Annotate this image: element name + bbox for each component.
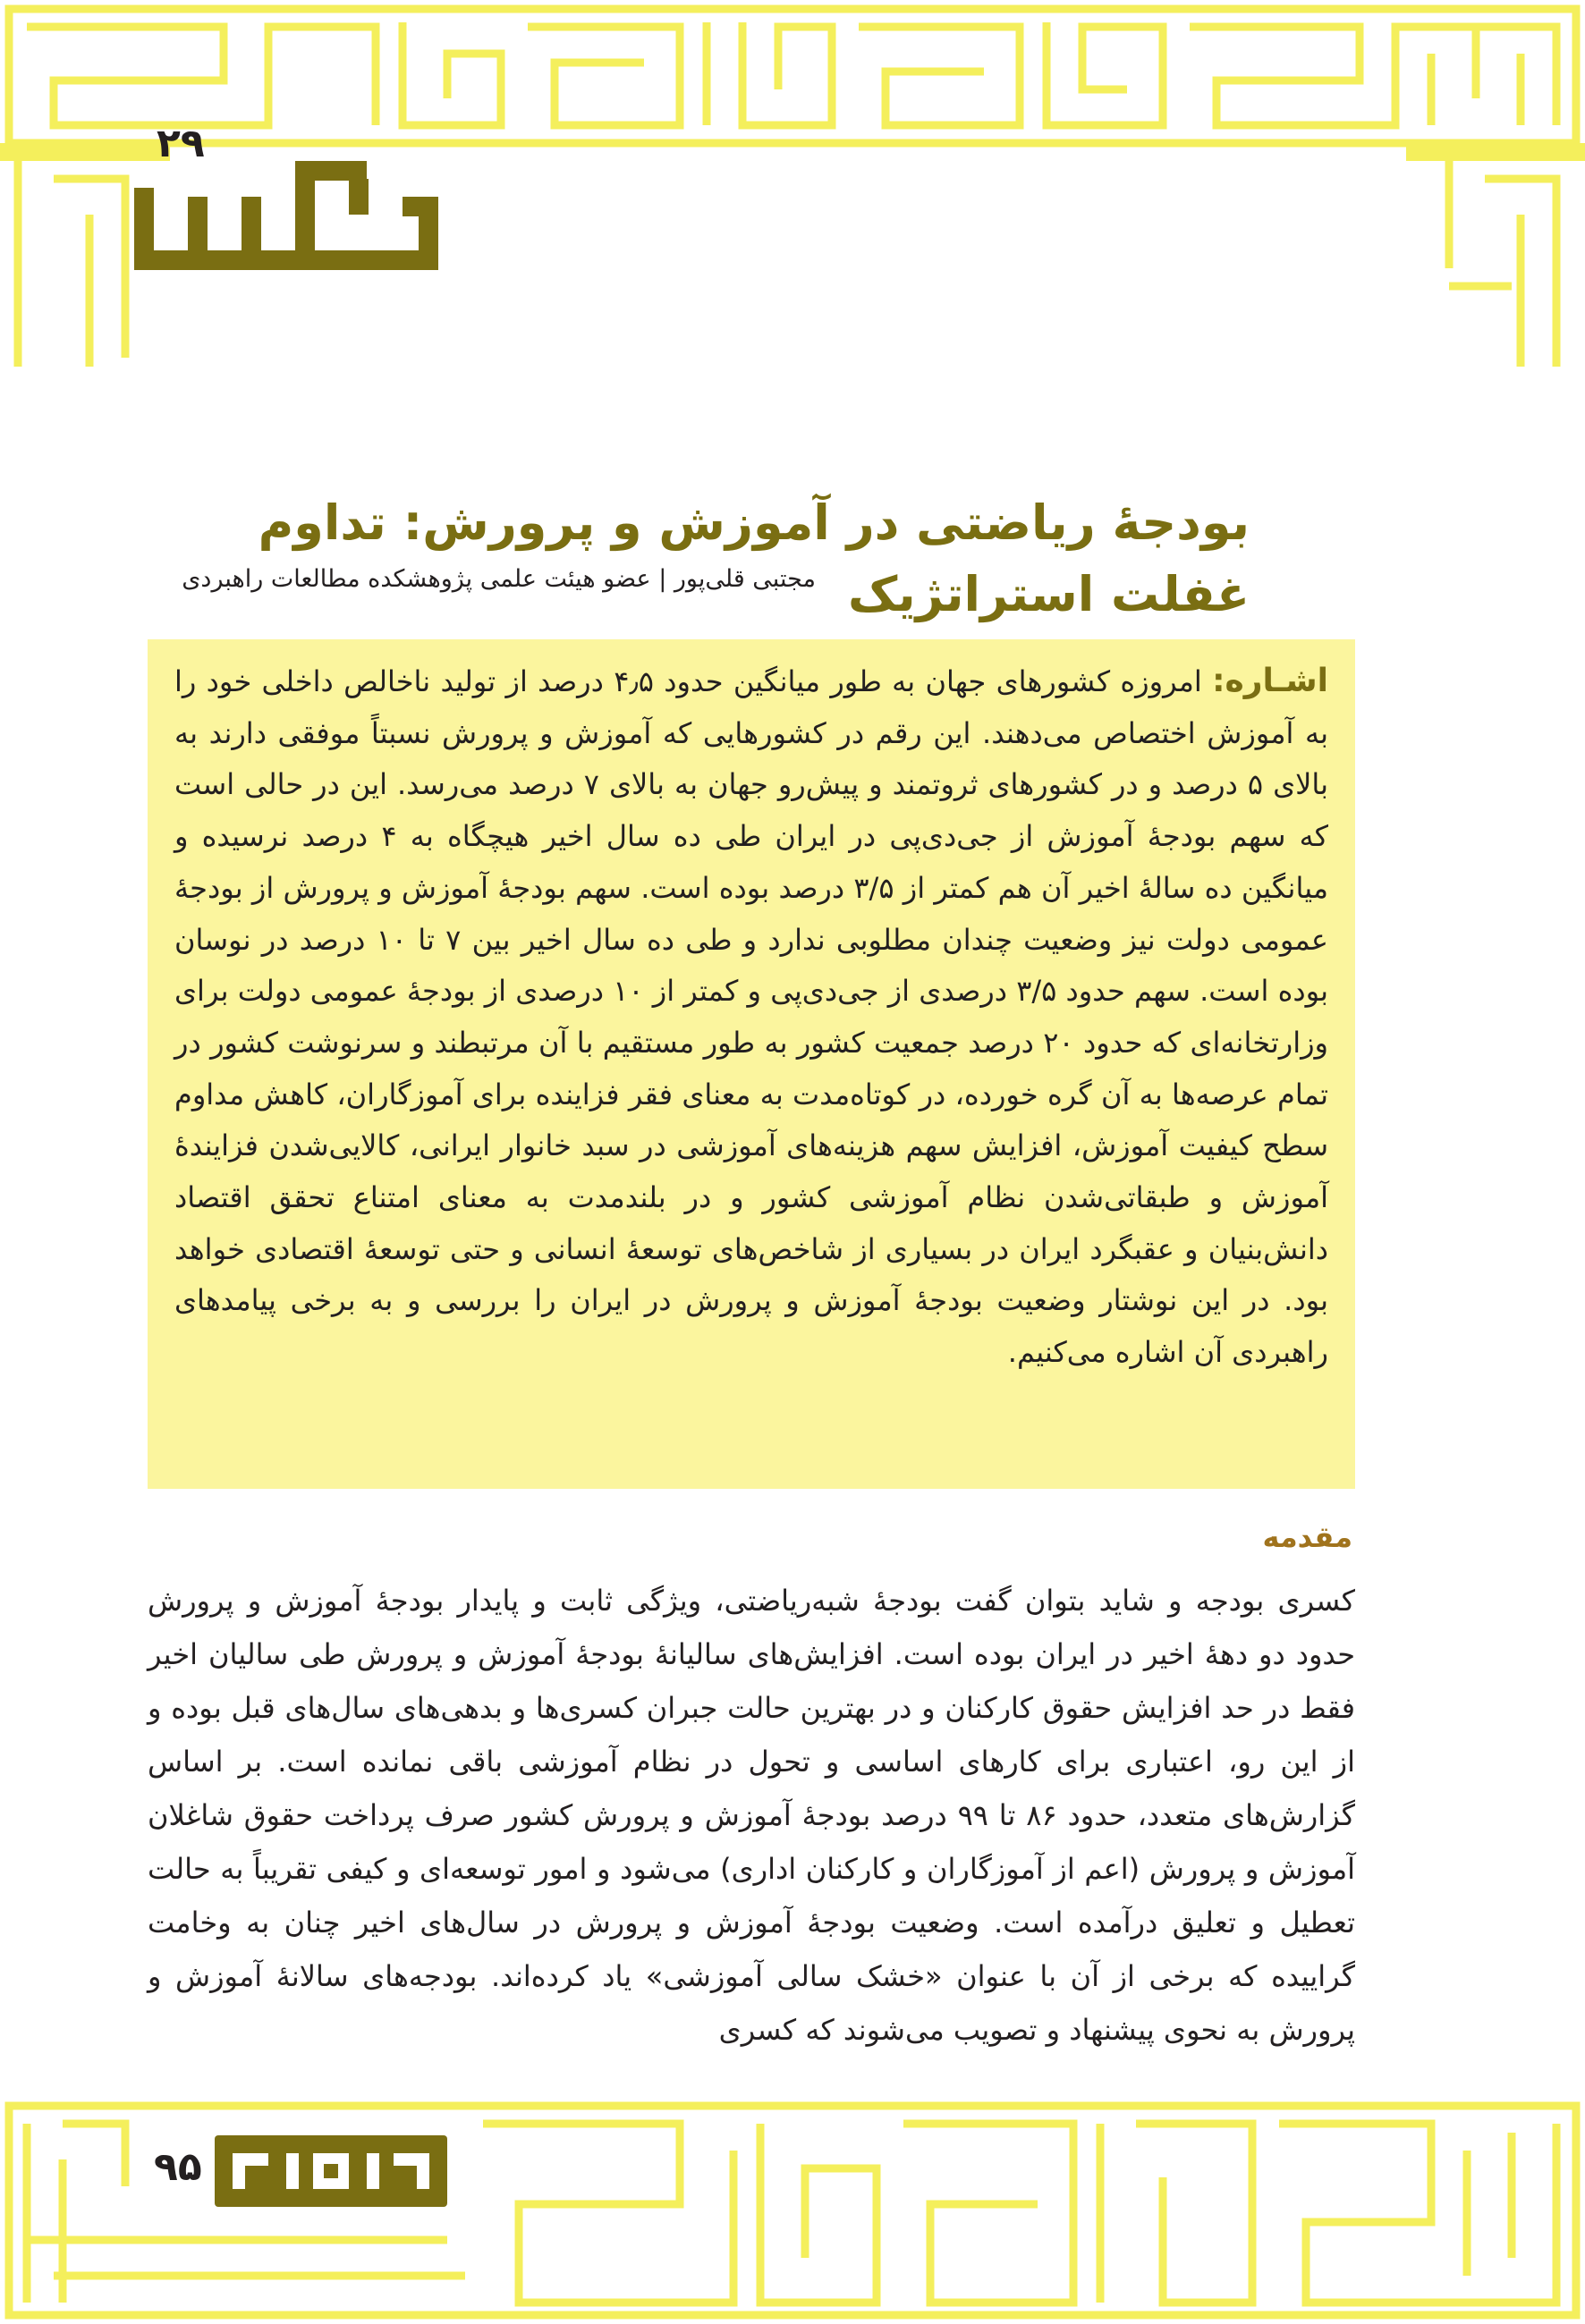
abstract-box (148, 639, 1355, 1489)
decorative-pattern-bottom (0, 2097, 1585, 2324)
intro-paragraph: کسری بودجه و شاید بتوان گفت بودجهٔ شبه‌ریاضتی، ویژگی ثابت و پایدار بودجهٔ آموزش و پرورش حدود دو دههٔ اخیر در ایران بوده است. افزایش‌های سالیانهٔ بودجهٔ آموزش و پرورش طی سالیان اخیر فقط در حد افزایش حقوق کارکنان و در بهترین حالت جبران کسری‌ها و بدهی‌های سال‌های قبل بوده و از این رو، اعتباری برای کارهای اساسی و تحول در نظام آموزشی باقی نمانده است. بر اساس گزارش‌های متعدد، حدود ۸۶ تا ۹۹ درصد بودجهٔ آموزش و پرورش کشور صرف پرداخت حقوق شاغلان آموزش و پرورش (اعم از آموزگاران و کارکنان اداری) می‌شود و امور توسعه‌ای و کیفی تقریباً به حالت تعطیل و تعلیق درآمده است. وضعیت بودجهٔ آموزش و پرورش در سال‌های اخیر چنان به وخامت گراییده که برخی از آن با عنوان «خشک سالی آموزشی» یاد کرده‌اند. بودجه‌های سالانهٔ آموزش و پرورش به نحوی پیشنهاد و تصویب می‌شوند که کسری (148, 1584, 1356, 2047)
abstract-text: امروزه کشورهای جهان به طور میانگین حدود ۴٫۵ درصد از تولید ناخالص داخلی خود را به آموزش اختصاص می‌دهند. این رقم در کشورهایی که آموزش و پرورش نسبتاً موفقی دارند به بالای ۵ درصد و در کشورهای ثروتمند و پیش‌رو جهان به بالای ۷ درصد می‌رسد. این در حالی است که سهم بودجهٔ آموزش از جی‌دی‌پی در ایران طی ده سال اخیر هیچگاه به ۴ درصد نرسیده و میانگین ده سالهٔ اخیر آن هم کمتر از ۳/۵ درصد بوده است. سهم بودجهٔ آموزش و پرورش از بودجهٔ عمومی دولت نیز وضعیت چندان مطلوبی ندارد و طی ده سال اخیر بین ۷ تا ۱۰ درصد در نوسان بوده است. سهم حدود ۳/۵ درصدی از جی‌دی‌پی و کمتر از ۱۰ درصدی از بودجهٔ عمومی دولت برای وزارتخانه‌ای که حدود ۲۰ درصد جمعیت کشور به طور مستقیم با آن مرتبطند و سرنوشت کشور در تمام عرصه‌ها به آن گره خورده، در کوتاه‌مدت به معنای فقر فزاینده برای آموزگاران، کاهش مداوم سطح کیفیت آموزش، افزایش سهم هزینه‌های آموزشی در سبد خانوار ایرانی، کالایی‌شدن فزایندهٔ آموزش و طبقاتی‌شدن نظام آموزشی کشور و در بلندمدت به معنای امتناع تحقق اقتصاد دانش‌بنیان و عقبگرد ایران در بسیاری از شاخص‌های توسعهٔ انسانی و حتی توسعهٔ اقتصادی خواهد بود. در این نوشتار وضعیت بودجهٔ آموزش و پرورش در ایران را بررسی و به برخی پیامدهای راهبردی آن اشاره می‌کنیم. (174, 664, 1329, 1370)
issue-number: ۹۵ (154, 2144, 202, 2190)
intro-body (148, 1574, 1355, 2057)
section-logo-tahlil (134, 161, 438, 286)
article-author: مجتبی قلی‌پور | عضو هیئت علمی پژوهشکده مطالعات راهبردی (182, 565, 816, 593)
magazine-logo-didehban (215, 2135, 447, 2207)
intro-heading: مقدمه (1262, 1520, 1352, 1554)
abstract-paragraph (174, 655, 1328, 1379)
page-number: ۲۹ (157, 121, 205, 166)
abstract-label: اشـاره: (1212, 663, 1329, 699)
article-title: بودجهٔ ریاضتی در آموزش و پرورش: تداوم غفلت استراتژیک (258, 494, 1250, 622)
